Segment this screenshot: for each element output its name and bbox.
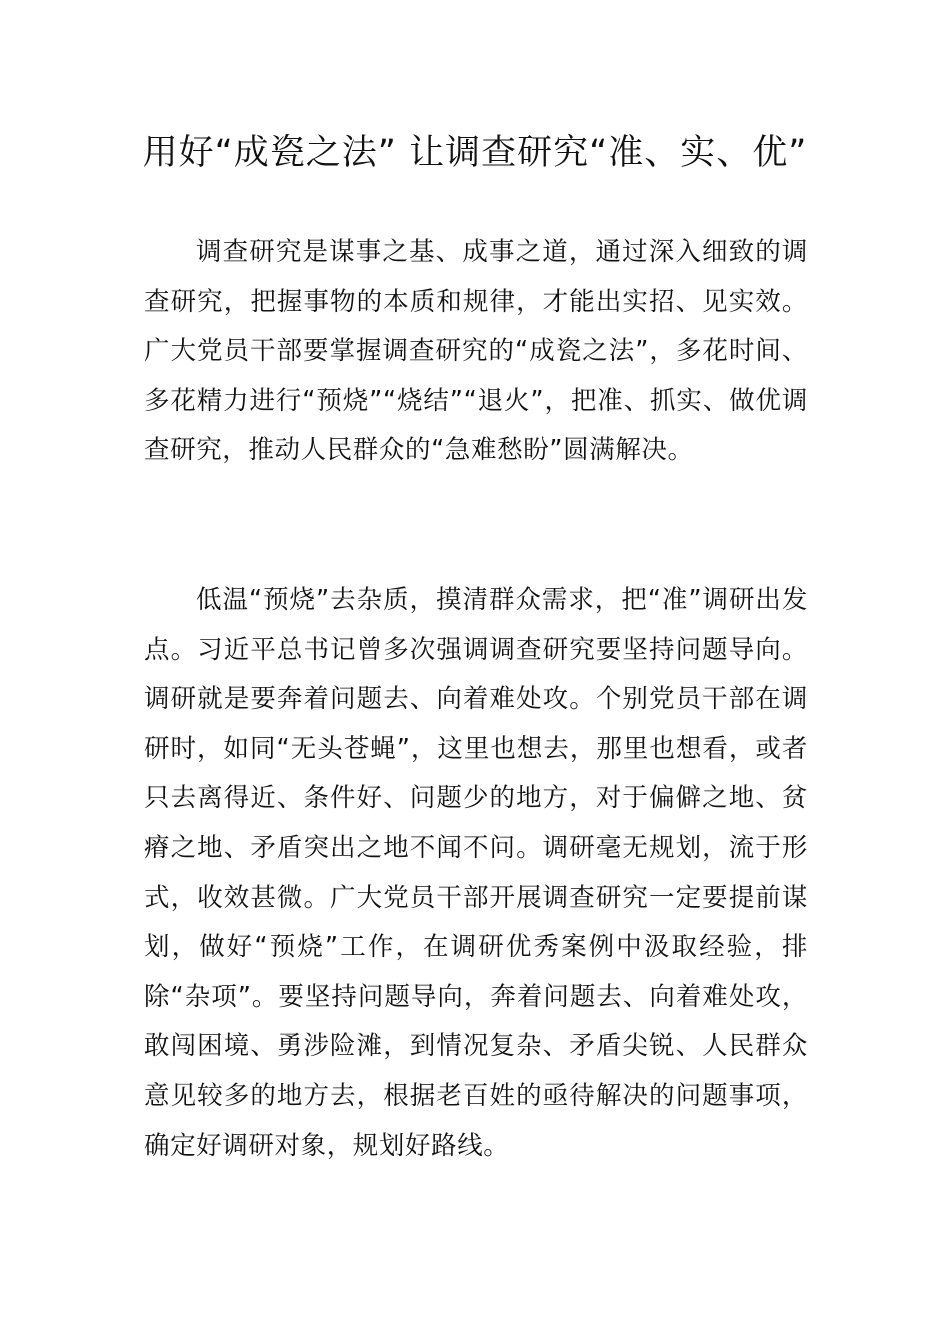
paragraph-intro: 调查研究是谋事之基、成事之道，通过深入细致的调查研究，把握事物的本质和规律，才能出实招、见实效。广大党员干部要掌握调查研究的“成瓷之法”，多花时间、多花精力进行“预烧”“烧结”“退火”，把准、抓实、做优调查研究，推动人民群众的“急难愁盼”圆满解决。 — [144, 237, 808, 466]
document-title: 用好“成瓷之法” 让调查研究“准、实、优” — [142, 133, 808, 173]
paragraph-preheat: 低温“预烧”去杂质，摸清群众需求，把“准”调研出发点。习近平总书记曾多次强调调查研究要坚持问题导向。调研就是要奔着问题去、向着难处攻。个别党员干部在调研时，如同“无头苍蝇”，这里也想去，那里也想看，或者只去离得近、条件好、问题少的地方，对于偏僻之地、贫瘠之地、矛盾突出之地不闻不问。调研毫无规划，流于形式，收效甚微。广大党员干部开展调查研究一定要提前谋划，做好“预烧”工作，在调研优秀案例中汲取经验，排除“杂项”。要坚持问题导向，奔着问题去、向着难处攻，敢闯困境、勇涉险滩，到情况复杂、矛盾尖锐、人民群众意见较多的地方去，根据老百姓的亟待解决的问题事项，确定好调研对象，规划好路线。 — [144, 585, 808, 1161]
